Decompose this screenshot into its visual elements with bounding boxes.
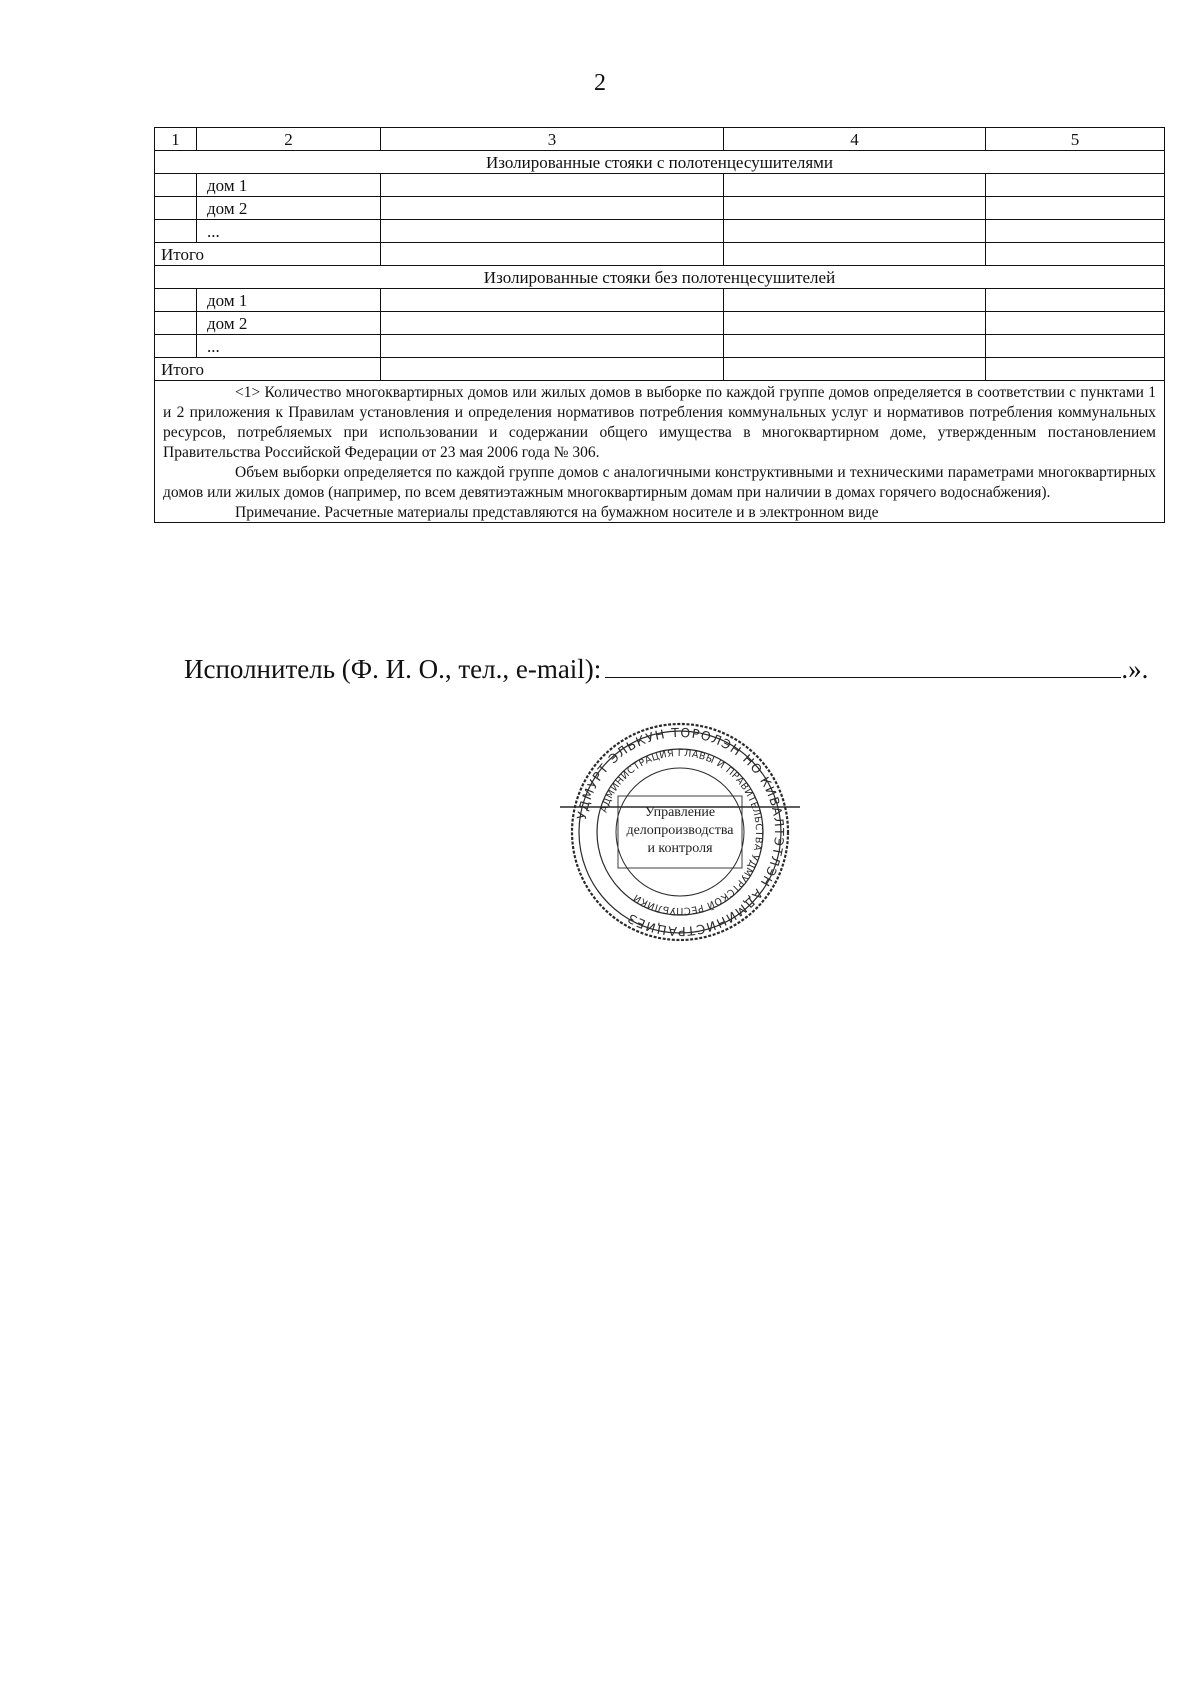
- house-label: дом 2: [197, 312, 381, 335]
- table-row: [155, 220, 1165, 243]
- column-number: 5: [986, 128, 1165, 151]
- total-label: Итого: [155, 243, 381, 266]
- table-cell: [986, 335, 1165, 358]
- total-row: [155, 358, 1165, 381]
- column-number-row: [155, 128, 1165, 151]
- table-cell: [724, 220, 986, 243]
- column-number: 1: [155, 128, 197, 151]
- table-cell: [986, 174, 1165, 197]
- table-cell: [155, 312, 197, 335]
- stamp-inner-ring-text: АДМИНИСТРАЦИЯ ГЛАВЫ И ПРАВИТЕЛЬСТВА УДМУРТСКОЙ РЕСПУБЛИКИ: [598, 747, 765, 917]
- table-cell: [381, 358, 724, 381]
- table-cell: [724, 197, 986, 220]
- stamp-center-line-1: Управление: [644, 805, 716, 820]
- house-label: дом 1: [197, 289, 381, 312]
- table-cell: [986, 312, 1165, 335]
- table-cell: [724, 358, 986, 381]
- table-cell: [724, 243, 986, 266]
- table-cell: [155, 197, 197, 220]
- table-cell: [381, 174, 724, 197]
- table-cell: [986, 243, 1165, 266]
- notes-row: [155, 381, 1165, 523]
- table-cell: [381, 197, 724, 220]
- executor-label: Исполнитель (Ф. И. О., тел., e-mail):: [184, 654, 602, 684]
- table-cell: [155, 335, 197, 358]
- section-header-row: [155, 151, 1165, 174]
- page-number: 2: [594, 70, 606, 96]
- table-row: [155, 335, 1165, 358]
- footnote-remark: Примечание. Расчетные материалы представляются на бумажном носителе и в электронном виде: [235, 504, 879, 521]
- table-cell: [986, 358, 1165, 381]
- footnotes: [155, 381, 1165, 523]
- section-header-row: [155, 266, 1165, 289]
- executor-line: [184, 654, 1148, 685]
- table-cell: [986, 197, 1165, 220]
- stamp-outer-ring-text: УДМУРТ ЭЛЬКУН ТОРОЛЭН НО КИВАЛТЭТЛЭН АДМИНИСТРАЦИЕЗ: [573, 724, 788, 940]
- table-cell: [381, 220, 724, 243]
- house-label: ...: [197, 335, 381, 358]
- column-number: 4: [724, 128, 986, 151]
- table-row: [155, 312, 1165, 335]
- table-cell: [986, 220, 1165, 243]
- table-cell: [724, 289, 986, 312]
- column-number: 2: [197, 128, 381, 151]
- table-cell: [381, 312, 724, 335]
- stamp-center-line-3: и контроля: [647, 841, 713, 856]
- table-cell: [155, 220, 197, 243]
- table-cell: [381, 243, 724, 266]
- total-label: Итого: [155, 358, 381, 381]
- footnote-sample-size: Объем выборки определяется по каждой группе домов с аналогичными конструктивными и техническими параметрами многоквартирных домов или жилых домов (например, по всем девятиэтажным многоквартирным домам при наличии в домах горячего водоснабжения).: [163, 464, 1156, 501]
- table-cell: [724, 174, 986, 197]
- calculation-table: [154, 127, 1165, 523]
- table-cell: [724, 335, 986, 358]
- official-stamp: [560, 712, 800, 952]
- executor-blank-line: [605, 655, 1121, 678]
- footnote-1: <1> Количество многоквартирных домов или жилых домов в выборке по каждой группе домов определяется в соответствии с пунктами 1 и 2 приложения к Правилам установления и определения нормативов потребления коммунальных услуг и нормативов потребления коммунальных ресурсов, потребляемых при использовании и содержании общего имущества в многоквартирном доме, утвержденным постановлением Правительства Российской Федерации от 23 мая 2006 года № 306.: [163, 384, 1156, 461]
- stamp-center-line-2: делопроизводства: [626, 823, 734, 838]
- section-title: Изолированные стояки без полотенцесушителей: [155, 266, 1165, 289]
- table-cell: [986, 289, 1165, 312]
- house-label: ...: [197, 220, 381, 243]
- table-row: [155, 289, 1165, 312]
- table-cell: [155, 289, 197, 312]
- house-label: дом 2: [197, 197, 381, 220]
- table-cell: [381, 335, 724, 358]
- total-row: [155, 243, 1165, 266]
- executor-closing: .».: [1121, 654, 1149, 684]
- table-row: [155, 174, 1165, 197]
- table-cell: [724, 312, 986, 335]
- table-cell: [381, 289, 724, 312]
- column-number: 3: [381, 128, 724, 151]
- table-row: [155, 197, 1165, 220]
- table-cell: [155, 174, 197, 197]
- section-title: Изолированные стояки с полотенцесушителями: [155, 151, 1165, 174]
- house-label: дом 1: [197, 174, 381, 197]
